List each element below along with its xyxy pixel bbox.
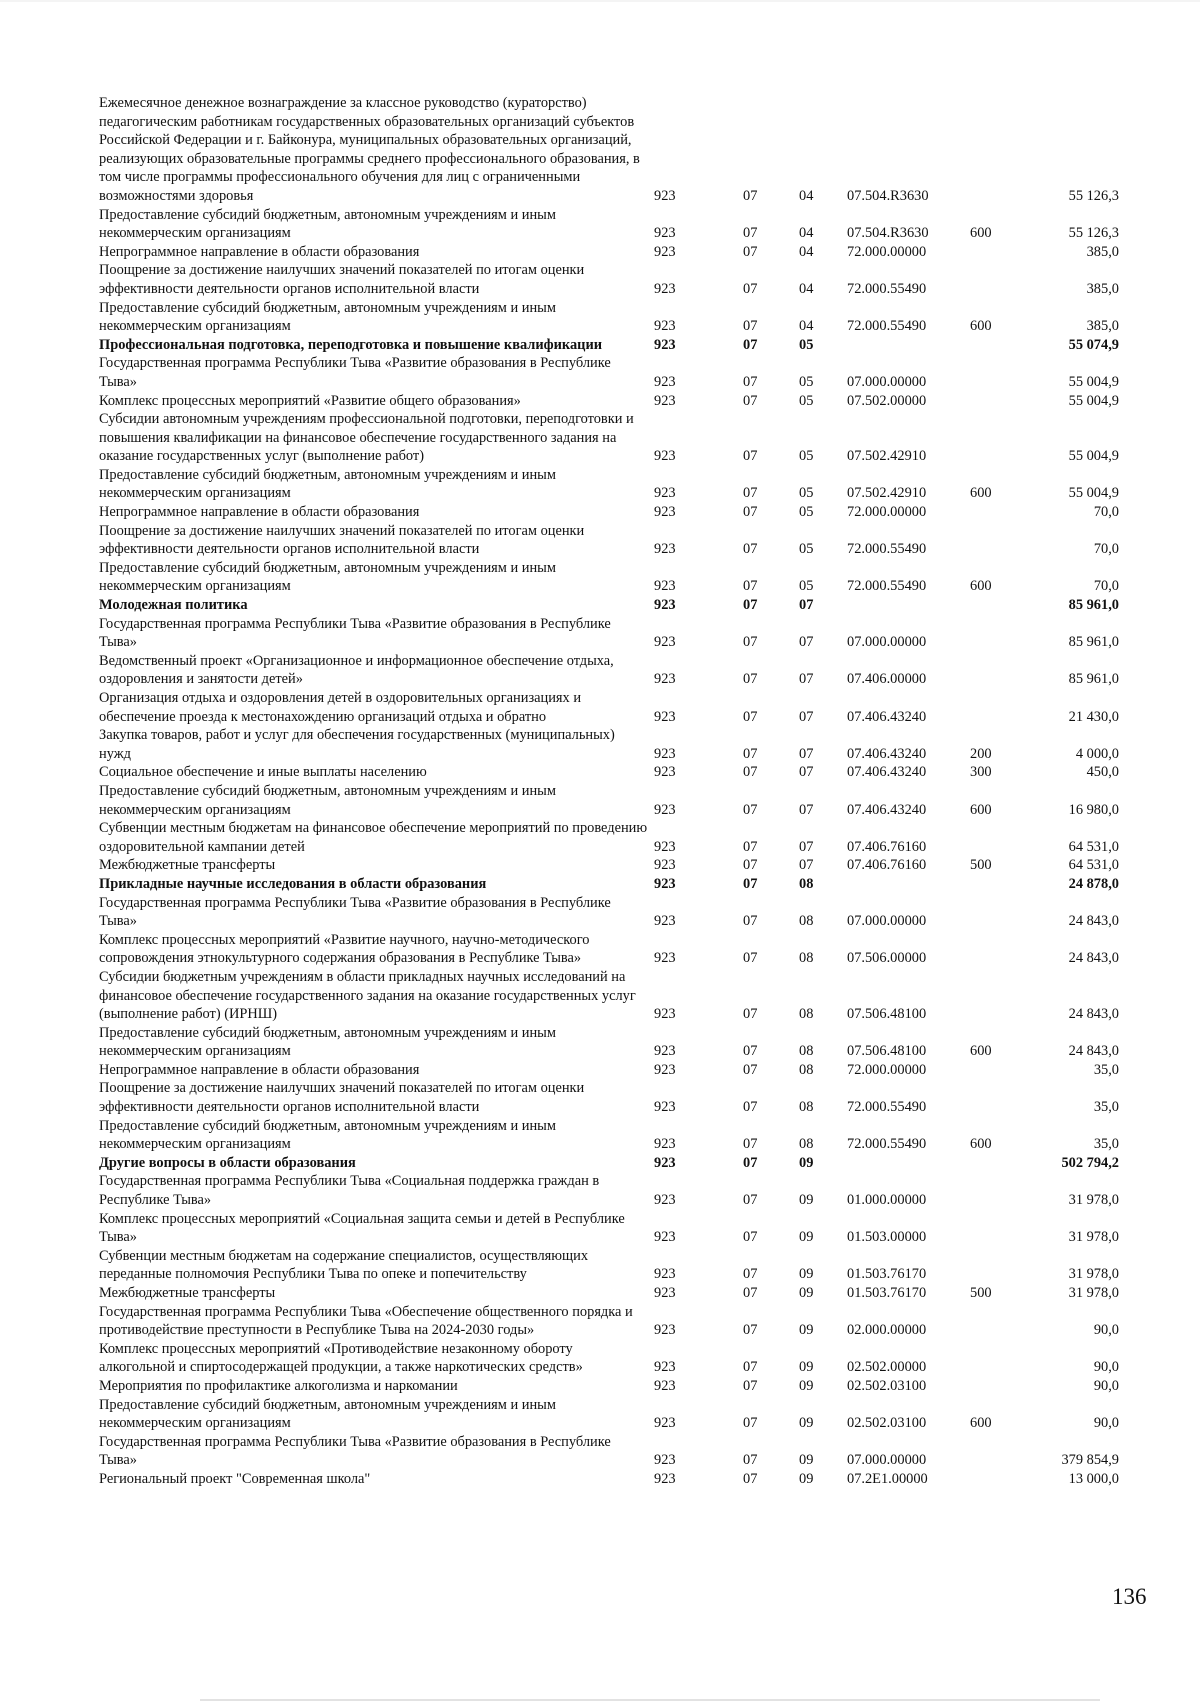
row-amount: 90,0	[1093, 1377, 1119, 1394]
table-row	[99, 894, 1149, 931]
row-amount: 55 126,3	[1068, 187, 1119, 204]
table-row	[99, 1247, 1149, 1284]
row-target-article-code: 02.502.03100	[847, 1415, 927, 1432]
row-expense-type-code: 600	[970, 1043, 992, 1060]
row-ved-code: 923	[654, 373, 676, 390]
row-name: Комплекс процессных мероприятий «Развитие научного, научно-методического сопровождения этнокультурного содержания образования в Республике Тыва»	[99, 931, 590, 967]
row-subsection-code: 08	[799, 875, 814, 892]
row-amount: 24 843,0	[1068, 1006, 1119, 1023]
row-ved-code: 923	[654, 392, 676, 409]
row-ved-code: 923	[654, 1377, 676, 1394]
row-target-article-code: 07.406.43240	[847, 764, 927, 781]
row-amount: 55 126,3	[1068, 225, 1119, 242]
row-name: Поощрение за достижение наилучших значений показателей по итогам оценки эффективности деятельности органов исполнительной власти	[99, 1080, 585, 1116]
row-target-article-code: 02.000.00000	[847, 1322, 927, 1339]
row-subsection-code: 04	[799, 225, 814, 242]
row-ved-code: 923	[654, 1322, 676, 1339]
row-target-article-code: 07.000.00000	[847, 634, 927, 651]
row-target-article-code: 72.000.55490	[847, 280, 927, 297]
table-row	[99, 1079, 1149, 1116]
row-section-code: 07	[743, 634, 758, 651]
row-amount: 55 004,9	[1068, 485, 1119, 502]
row-ved-code: 923	[654, 578, 676, 595]
row-section-code: 07	[743, 373, 758, 390]
row-target-article-code: 72.000.55490	[847, 541, 927, 558]
table-row	[99, 1172, 1149, 1209]
row-name: Субвенции местным бюджетам на финансовое обеспечение мероприятий по проведению оздоровительной кампании детей	[99, 820, 648, 855]
budget-table	[99, 94, 1149, 1489]
row-amount: 55 074,9	[1068, 336, 1119, 353]
row-section-code: 07	[743, 950, 758, 967]
row-expense-type-code: 500	[970, 1285, 992, 1301]
row-target-article-code: 07.502.00000	[847, 392, 927, 409]
row-subsection-code: 09	[799, 1470, 814, 1487]
row-target-article-code: 07.406.00000	[847, 671, 927, 688]
row-target-article-code: 07.506.48100	[847, 1006, 927, 1023]
row-target-article-code: 07.000.00000	[847, 373, 927, 390]
row-amount: 55 004,9	[1068, 392, 1119, 409]
row-ved-code: 923	[654, 708, 676, 725]
row-ved-code: 923	[654, 1043, 676, 1060]
row-subsection-code: 04	[799, 318, 814, 335]
row-section-code: 07	[743, 857, 758, 874]
row-ved-code: 923	[654, 1285, 676, 1301]
row-ved-code: 923	[654, 597, 676, 614]
table-row	[99, 615, 1149, 652]
table-row	[99, 1303, 1149, 1340]
row-name: Комплекс процессных мероприятий «Развитие общего образования»	[99, 392, 521, 409]
row-amount: 55 004,9	[1068, 373, 1119, 390]
row-subsection-code: 09	[799, 1266, 814, 1283]
table-row	[99, 1154, 1149, 1173]
row-amount: 70,0	[1093, 578, 1119, 595]
row-subsection-code: 05	[799, 541, 814, 558]
row-name: Государственная программа Республики Тыва «Обеспечение общественного порядка и противодействие преступности в Республике Тыва на 2024-2030 годы»	[99, 1303, 633, 1339]
row-amount: 85 961,0	[1068, 671, 1119, 688]
scan-edge-top	[0, 0, 1200, 2]
row-ved-code: 923	[654, 913, 676, 930]
row-amount: 31 978,0	[1068, 1229, 1119, 1246]
row-target-article-code: 07.502.42910	[847, 448, 927, 465]
row-ved-code: 923	[654, 1006, 676, 1023]
table-row	[99, 1117, 1149, 1154]
row-amount: 4 000,0	[1075, 745, 1119, 762]
row-name: Непрограммное направление в области образования	[99, 1061, 420, 1078]
row-name: Профессиональная подготовка, переподготовка и повышение квалификации	[99, 336, 603, 353]
row-name: Комплекс процессных мероприятий «Социальная защита семьи и детей в Республике Тыва»	[99, 1210, 625, 1246]
row-section-code: 07	[743, 1229, 758, 1246]
row-section-code: 07	[743, 578, 758, 595]
row-section-code: 07	[743, 1470, 758, 1487]
row-ved-code: 923	[654, 485, 676, 502]
table-row	[99, 1396, 1149, 1433]
row-ved-code: 923	[654, 1192, 676, 1209]
row-target-article-code: 01.503.76170	[847, 1285, 927, 1301]
row-amount: 70,0	[1093, 504, 1119, 521]
table-row	[99, 1470, 1149, 1489]
row-section-code: 07	[743, 280, 758, 297]
row-name: Государственная программа Республики Тыва «Социальная поддержка граждан в Республике Тыва»	[99, 1173, 600, 1209]
row-subsection-code: 07	[799, 801, 814, 818]
row-ved-code: 923	[654, 1099, 676, 1116]
row-name: Поощрение за достижение наилучших значений показателей по итогам оценки эффективности деятельности органов исполнительной власти	[99, 262, 585, 297]
row-target-article-code: 07.502.42910	[847, 485, 927, 502]
row-amount: 450,0	[1086, 764, 1119, 781]
table-row	[99, 503, 1149, 522]
row-name: Предоставление субсидий бюджетным, автономным учреждениям и иным некоммерческим организациям	[99, 466, 556, 502]
table-row	[99, 1061, 1149, 1080]
row-expense-type-code: 600	[970, 1415, 992, 1432]
row-amount: 70,0	[1093, 541, 1119, 558]
row-name: Субсидии автономным учреждениям профессиональной подготовки, переподготовки и повышения квалификации на финансовое обеспечение государственного задания на оказание государственных услуг (выполнение работ)	[99, 411, 634, 465]
row-section-code: 07	[743, 225, 758, 242]
row-subsection-code: 08	[799, 1099, 814, 1116]
row-amount: 55 004,9	[1068, 448, 1119, 465]
row-section-code: 07	[743, 1359, 758, 1376]
row-subsection-code: 09	[799, 1322, 814, 1339]
table-row	[99, 931, 1149, 968]
row-subsection-code: 05	[799, 448, 814, 465]
row-name: Закупка товаров, работ и услуг для обеспечения государственных (муниципальных) нужд	[99, 727, 615, 762]
row-amount: 24 843,0	[1068, 950, 1119, 967]
row-section-code: 07	[743, 1192, 758, 1209]
row-section-code: 07	[743, 671, 758, 688]
row-section-code: 07	[743, 708, 758, 725]
row-ved-code: 923	[654, 1266, 676, 1283]
row-section-code: 07	[743, 801, 758, 818]
row-name: Субсидии бюджетным учреждениям в области прикладных научных исследований на финансовое обеспечение государственного задания на оказание государственных услуг (выполнение работ) (ИРНШ)	[99, 968, 636, 1023]
page-number: 136	[1112, 1584, 1147, 1609]
table-row	[99, 559, 1149, 596]
row-name: Предоставление субсидий бюджетным, автономным учреждениям и иным некоммерческим организациям	[99, 1024, 556, 1060]
row-subsection-code: 04	[799, 243, 814, 260]
row-section-code: 07	[743, 1377, 758, 1394]
row-expense-type-code: 600	[970, 801, 992, 818]
row-target-article-code: 07.504.R3630	[847, 187, 929, 204]
row-name: Социальное обеспечение и иные выплаты населению	[99, 764, 427, 781]
row-ved-code: 923	[654, 875, 676, 892]
row-subsection-code: 09	[799, 1377, 814, 1394]
row-expense-type-code: 500	[970, 857, 992, 874]
row-section-code: 07	[743, 485, 758, 502]
row-target-article-code: 07.504.R3630	[847, 225, 929, 242]
row-subsection-code: 05	[799, 373, 814, 390]
row-subsection-code: 09	[799, 1192, 814, 1209]
row-name: Предоставление субсидий бюджетным, автономным учреждениям и иным некоммерческим организациям	[99, 782, 556, 818]
row-amount: 64 531,0	[1068, 857, 1119, 874]
row-target-article-code: 07.406.43240	[847, 708, 927, 725]
row-expense-type-code: 600	[970, 318, 992, 335]
row-target-article-code: 72.000.55490	[847, 578, 927, 595]
row-ved-code: 923	[654, 950, 676, 967]
row-name: Поощрение за достижение наилучших значений показателей по итогам оценки эффективности деятельности органов исполнительной власти	[99, 522, 585, 558]
table-row	[99, 392, 1149, 411]
row-expense-type-code: 600	[970, 1136, 992, 1153]
row-ved-code: 923	[654, 857, 676, 874]
row-name: Предоставление субсидий бюджетным, автономным учреждениям и иным некоммерческим организациям	[99, 1396, 556, 1432]
row-target-article-code: 07.506.00000	[847, 950, 927, 967]
table-row	[99, 206, 1149, 243]
row-name: Непрограммное направление в области образования	[99, 504, 420, 521]
table-row	[99, 763, 1149, 782]
row-ved-code: 923	[654, 243, 676, 260]
row-amount: 502 794,2	[1061, 1154, 1119, 1171]
row-name: Региональный проект "Современная школа"	[99, 1470, 371, 1487]
table-row	[99, 522, 1149, 559]
table-row	[99, 596, 1149, 615]
row-section-code: 07	[743, 1099, 758, 1116]
row-ved-code: 923	[654, 225, 676, 242]
row-amount: 35,0	[1093, 1136, 1119, 1153]
row-section-code: 07	[743, 1415, 758, 1432]
row-ved-code: 923	[654, 1452, 676, 1469]
row-amount: 385,0	[1086, 243, 1119, 260]
row-subsection-code: 07	[799, 634, 814, 651]
row-name: Ведомственный проект «Организационное и информационное обеспечение отдыха, оздоровления и занятости детей»	[99, 652, 614, 688]
row-section-code: 07	[743, 1322, 758, 1339]
row-target-article-code: 07.000.00000	[847, 913, 927, 930]
table-row	[99, 652, 1149, 689]
row-ved-code: 923	[654, 318, 676, 335]
row-subsection-code: 05	[799, 578, 814, 595]
row-subsection-code: 09	[799, 1229, 814, 1246]
row-amount: 13 000,0	[1068, 1470, 1119, 1487]
row-ved-code: 923	[654, 1470, 676, 1487]
row-subsection-code: 07	[799, 838, 814, 855]
row-ved-code: 923	[654, 541, 676, 558]
row-section-code: 07	[743, 392, 758, 409]
row-amount: 90,0	[1093, 1322, 1119, 1339]
row-subsection-code: 09	[799, 1452, 814, 1469]
row-ved-code: 923	[654, 745, 676, 762]
row-target-article-code: 07.2E1.00000	[847, 1470, 928, 1487]
row-name: Предоставление субсидий бюджетным, автономным учреждениям и иным некоммерческим организациям	[99, 206, 556, 242]
row-amount: 24 878,0	[1068, 875, 1119, 892]
row-amount: 379 854,9	[1061, 1452, 1119, 1469]
row-name: Комплекс процессных мероприятий «Противодействие незаконному обороту алкогольной и спиртосодержащей продукции, а также наркотических средств»	[99, 1340, 583, 1376]
row-amount: 24 843,0	[1068, 913, 1119, 930]
row-ved-code: 923	[654, 838, 676, 855]
table-row	[99, 1024, 1149, 1061]
row-target-article-code: 72.000.55490	[847, 1099, 927, 1116]
table-row	[99, 410, 1149, 466]
table-row	[99, 1284, 1149, 1303]
row-amount: 35,0	[1093, 1061, 1119, 1078]
row-subsection-code: 08	[799, 1006, 814, 1023]
row-name: Ежемесячное денежное вознаграждение за классное руководство (кураторство) педагогическим работникам государственных образовательных организаций субъектов Российской Федерации и г. Байконура, муниципальных образовательных организаций, реализующих образовательные программы среднего профессионального образования, в том числе программы профессионального обучения для лиц с ограниченными возможностями здоровья	[99, 95, 640, 204]
row-name: Межбюджетные трансферты	[99, 857, 276, 874]
table-row	[99, 689, 1149, 726]
row-subsection-code: 08	[799, 1043, 814, 1060]
row-amount: 85 961,0	[1068, 634, 1119, 651]
row-name: Молодежная политика	[99, 597, 248, 614]
table-row	[99, 299, 1149, 336]
table-row	[99, 1340, 1149, 1377]
row-ved-code: 923	[654, 187, 676, 204]
row-section-code: 07	[743, 745, 758, 762]
row-ved-code: 923	[654, 1229, 676, 1246]
row-subsection-code: 07	[799, 708, 814, 725]
table-row	[99, 261, 1149, 298]
row-subsection-code: 05	[799, 504, 814, 521]
table-row	[99, 875, 1149, 894]
row-subsection-code: 04	[799, 280, 814, 297]
row-expense-type-code: 600	[970, 225, 992, 242]
table-row	[99, 336, 1149, 355]
row-target-article-code: 07.406.76160	[847, 857, 927, 874]
table-row	[99, 466, 1149, 503]
row-ved-code: 923	[654, 1136, 676, 1153]
table-row	[99, 94, 1149, 206]
row-target-article-code: 07.406.43240	[847, 745, 927, 762]
row-target-article-code: 72.000.00000	[847, 243, 927, 260]
row-target-article-code: 07.506.48100	[847, 1043, 927, 1060]
row-section-code: 07	[743, 875, 758, 892]
row-subsection-code: 04	[799, 187, 814, 204]
row-subsection-code: 09	[799, 1154, 814, 1171]
row-subsection-code: 09	[799, 1415, 814, 1432]
row-subsection-code: 07	[799, 671, 814, 688]
row-subsection-code: 08	[799, 950, 814, 967]
table-row	[99, 354, 1149, 391]
table-row	[99, 726, 1149, 763]
row-target-article-code: 02.502.03100	[847, 1377, 927, 1394]
row-name: Предоставление субсидий бюджетным, автономным учреждениям и иным некоммерческим организациям	[99, 1117, 556, 1153]
row-target-article-code: 02.502.00000	[847, 1359, 927, 1376]
row-subsection-code: 08	[799, 1136, 814, 1153]
row-ved-code: 923	[654, 801, 676, 818]
row-name: Предоставление субсидий бюджетным, автономным учреждениям и иным некоммерческим организациям	[99, 299, 556, 335]
row-amount: 90,0	[1093, 1415, 1119, 1432]
row-target-article-code: 01.503.00000	[847, 1229, 927, 1246]
row-target-article-code: 72.000.00000	[847, 504, 927, 521]
row-section-code: 07	[743, 336, 758, 353]
row-section-code: 07	[743, 187, 758, 204]
row-amount: 31 978,0	[1068, 1192, 1119, 1209]
row-section-code: 07	[743, 913, 758, 930]
row-name: Организация отдыха и оздоровления детей в оздоровительных организациях и обеспечение проезда к местонахождению организаций отдыха и обратно	[99, 690, 582, 725]
row-subsection-code: 05	[799, 336, 814, 353]
row-expense-type-code: 300	[970, 764, 992, 781]
row-ved-code: 923	[654, 671, 676, 688]
row-name: Государственная программа Республики Тыва «Развитие образования в Республике Тыва»	[99, 355, 611, 390]
row-subsection-code: 07	[799, 597, 814, 614]
row-subsection-code: 07	[799, 745, 814, 762]
table-row	[99, 1377, 1149, 1396]
row-name: Прикладные научные исследования в области образования	[99, 875, 487, 892]
row-name: Предоставление субсидий бюджетным, автономным учреждениям и иным некоммерческим организациям	[99, 559, 556, 595]
row-section-code: 07	[743, 1006, 758, 1023]
row-amount: 90,0	[1093, 1359, 1119, 1376]
row-section-code: 07	[743, 1266, 758, 1283]
row-section-code: 07	[743, 448, 758, 465]
row-subsection-code: 09	[799, 1285, 814, 1301]
row-section-code: 07	[743, 838, 758, 855]
table-row	[99, 856, 1149, 875]
row-ved-code: 923	[654, 764, 676, 781]
row-ved-code: 923	[654, 336, 676, 353]
row-section-code: 07	[743, 318, 758, 335]
row-subsection-code: 07	[799, 764, 814, 781]
row-subsection-code: 08	[799, 1061, 814, 1078]
row-name: Межбюджетные трансферты	[99, 1285, 276, 1301]
row-ved-code: 923	[654, 280, 676, 297]
row-section-code: 07	[743, 764, 758, 781]
row-amount: 85 961,0	[1068, 597, 1119, 614]
row-expense-type-code: 600	[970, 485, 992, 502]
row-amount: 16 980,0	[1068, 801, 1119, 818]
row-ved-code: 923	[654, 1359, 676, 1376]
table-row	[99, 819, 1149, 856]
row-amount: 64 531,0	[1068, 838, 1119, 855]
row-target-article-code: 07.406.76160	[847, 838, 927, 855]
row-expense-type-code: 200	[970, 745, 992, 762]
row-section-code: 07	[743, 541, 758, 558]
row-target-article-code: 01.503.76170	[847, 1266, 927, 1283]
row-subsection-code: 05	[799, 485, 814, 502]
row-name: Другие вопросы в области образования	[99, 1154, 356, 1171]
row-amount: 35,0	[1093, 1099, 1119, 1116]
row-name: Субвенции местным бюджетам на содержание специалистов, осуществляющих переданные полномочия Республики Тыва по опеке и попечительству	[99, 1247, 589, 1283]
table-row	[99, 1210, 1149, 1247]
row-name: Непрограммное направление в области образования	[99, 243, 420, 260]
row-subsection-code: 09	[799, 1359, 814, 1376]
row-section-code: 07	[743, 243, 758, 260]
row-subsection-code: 08	[799, 913, 814, 930]
row-ved-code: 923	[654, 1061, 676, 1078]
row-ved-code: 923	[654, 1154, 676, 1171]
row-section-code: 07	[743, 1452, 758, 1469]
row-amount: 385,0	[1086, 280, 1119, 297]
row-target-article-code: 72.000.55490	[847, 1136, 927, 1153]
row-section-code: 07	[743, 1043, 758, 1060]
row-subsection-code: 07	[799, 857, 814, 874]
row-section-code: 07	[743, 1061, 758, 1078]
row-target-article-code: 72.000.00000	[847, 1061, 927, 1078]
row-amount: 31 978,0	[1068, 1285, 1119, 1301]
row-ved-code: 923	[654, 634, 676, 651]
row-amount: 24 843,0	[1068, 1043, 1119, 1060]
row-expense-type-code: 600	[970, 578, 992, 595]
row-target-article-code: 72.000.55490	[847, 318, 927, 335]
row-section-code: 07	[743, 1136, 758, 1153]
row-name: Государственная программа Республики Тыва «Развитие образования в Республике Тыва»	[99, 615, 611, 651]
row-subsection-code: 05	[799, 392, 814, 409]
row-section-code: 07	[743, 1154, 758, 1171]
table-row	[99, 243, 1149, 262]
row-name: Государственная программа Республики Тыва «Развитие образования в Республике Тыва»	[99, 894, 611, 930]
row-section-code: 07	[743, 597, 758, 614]
row-target-article-code: 07.406.43240	[847, 801, 927, 818]
row-section-code: 07	[743, 1285, 758, 1301]
row-target-article-code: 07.000.00000	[847, 1452, 927, 1469]
row-name: Мероприятия по профилактике алкоголизма и наркомании	[99, 1377, 458, 1394]
row-ved-code: 923	[654, 1415, 676, 1432]
row-name: Государственная программа Республики Тыва «Развитие образования в Республике Тыва»	[99, 1433, 611, 1469]
row-amount: 21 430,0	[1068, 708, 1119, 725]
row-ved-code: 923	[654, 448, 676, 465]
row-target-article-code: 01.000.00000	[847, 1192, 927, 1209]
table-row	[99, 1433, 1149, 1470]
row-amount: 385,0	[1086, 318, 1119, 335]
table-row	[99, 968, 1149, 1024]
scan-edge-bottom	[200, 1699, 1100, 1701]
row-section-code: 07	[743, 504, 758, 521]
row-amount: 31 978,0	[1068, 1266, 1119, 1283]
table-row	[99, 782, 1149, 819]
row-ved-code: 923	[654, 504, 676, 521]
